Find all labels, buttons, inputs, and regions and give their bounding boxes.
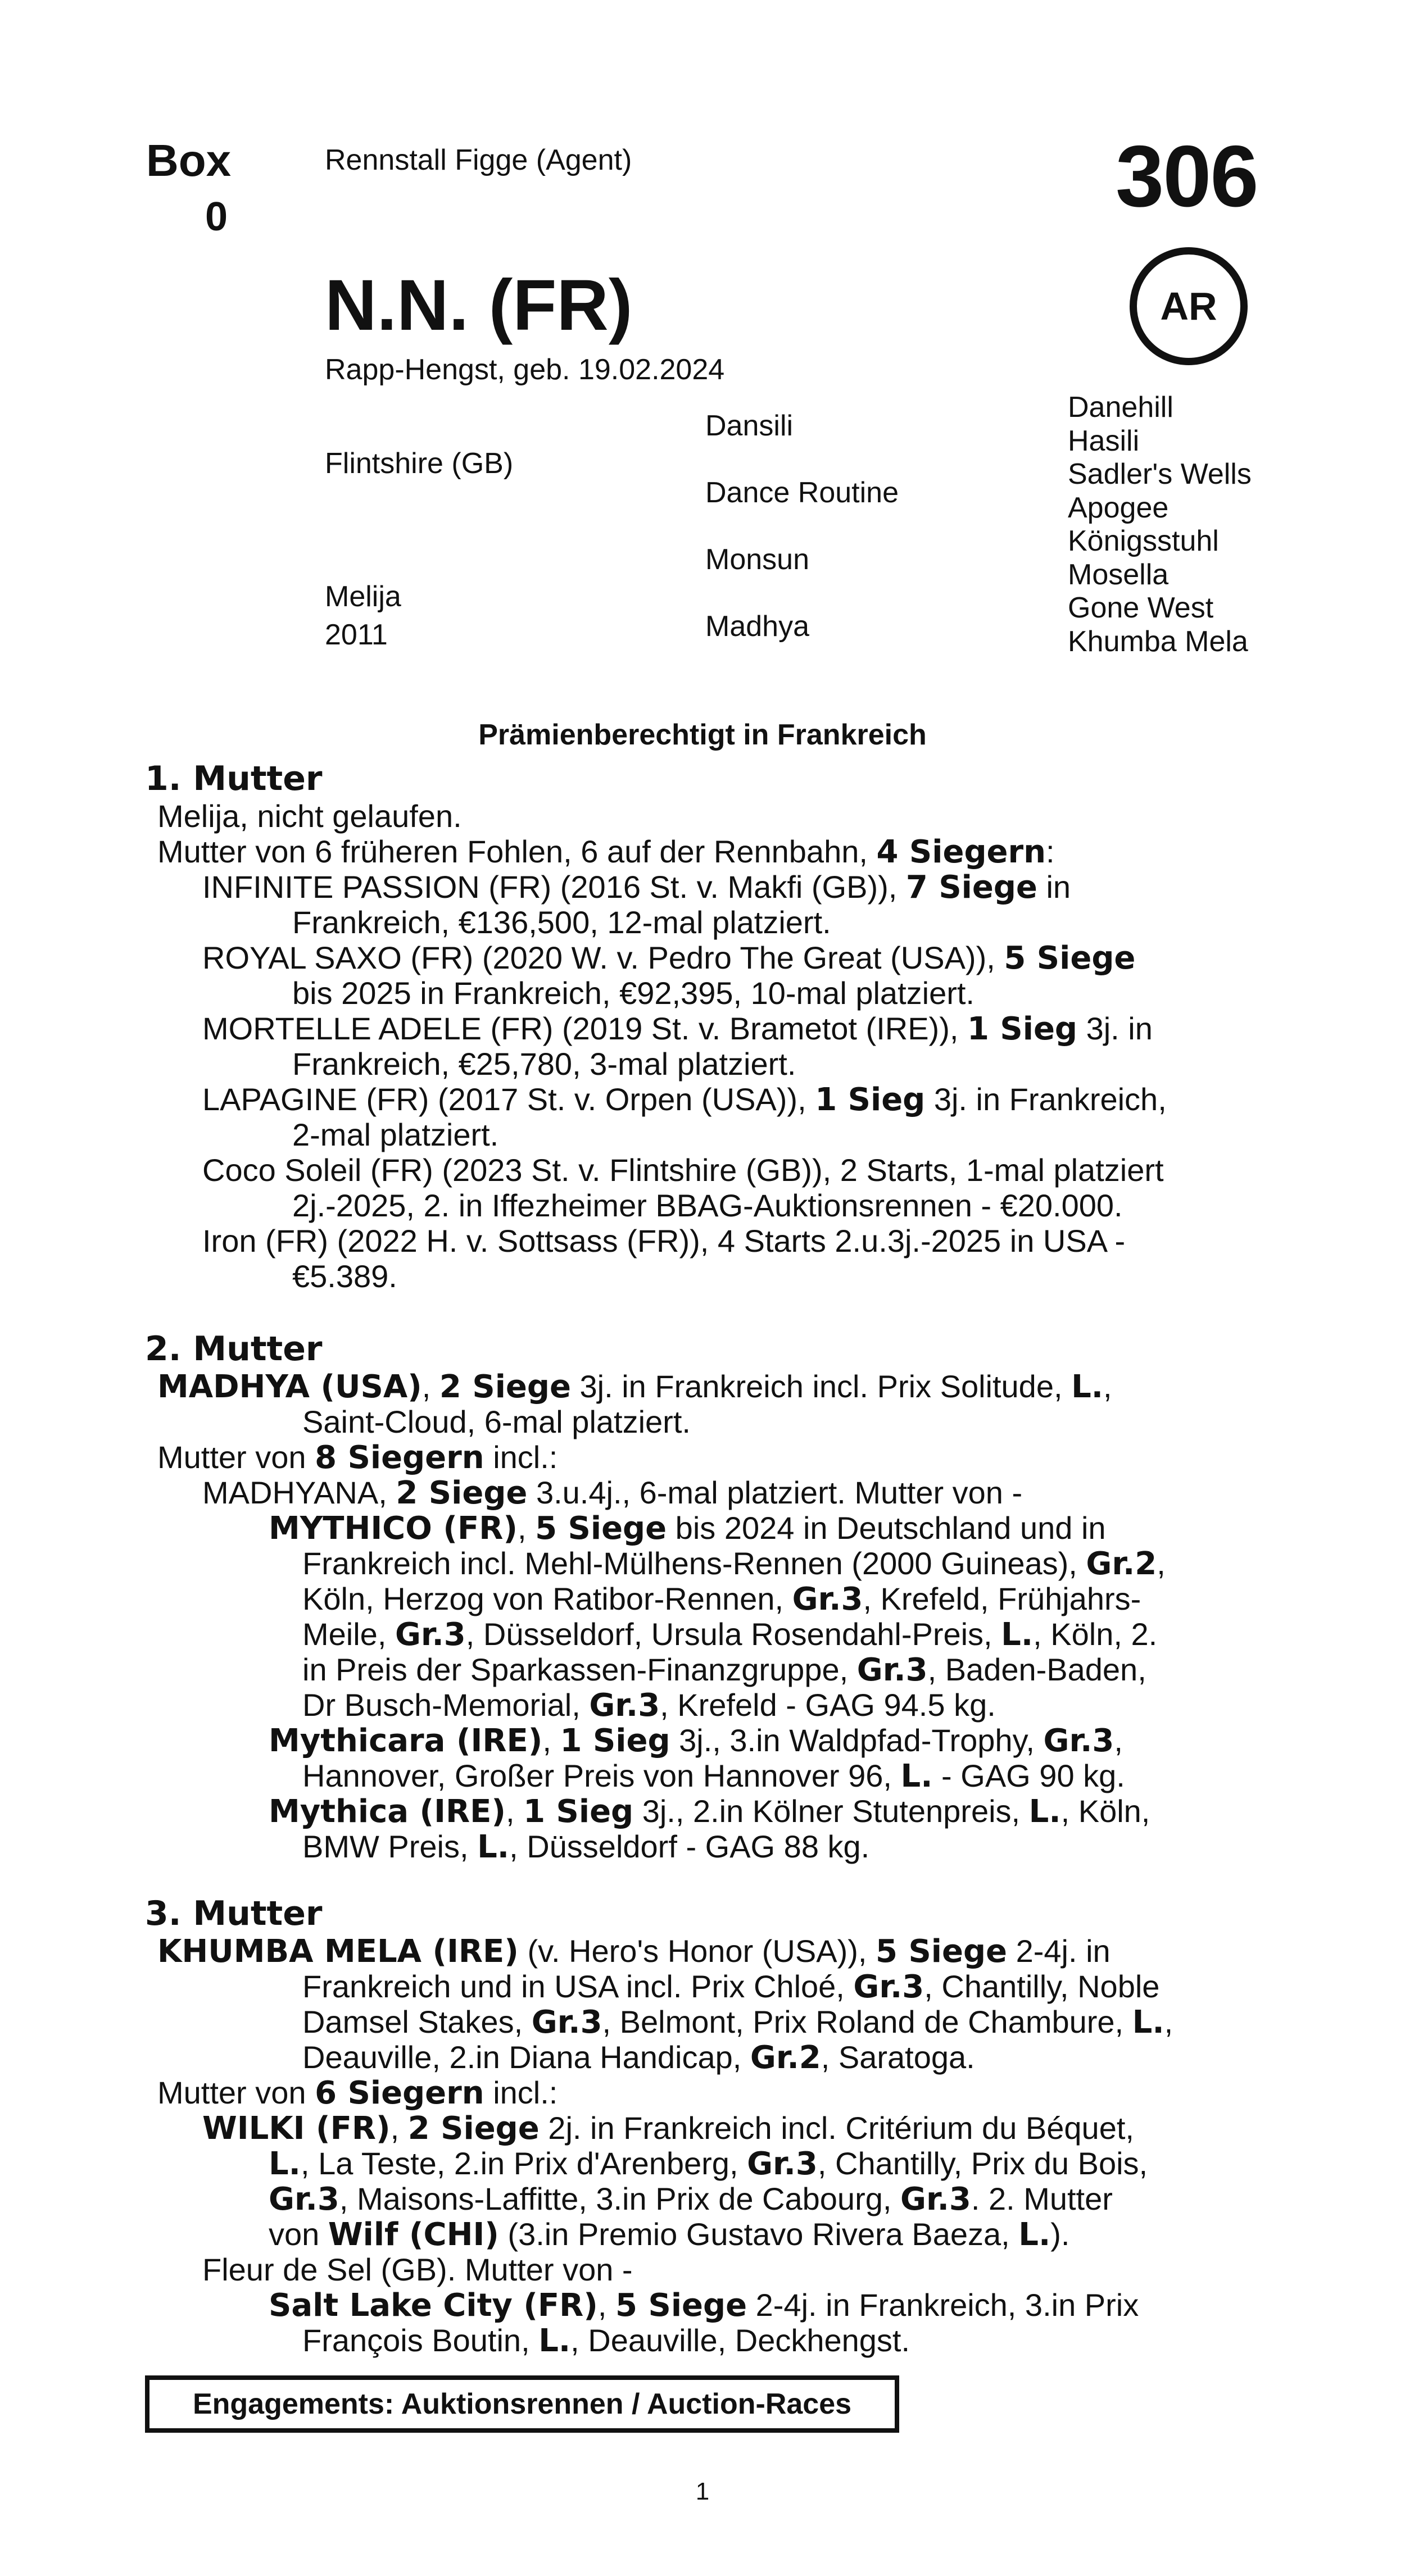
- record-text: ,: [422, 1369, 439, 1404]
- record-line: [302, 2039, 975, 2075]
- record-highlight: 1 Sieg: [560, 1723, 670, 1759]
- record-text: MADHYANA,: [202, 1475, 396, 1510]
- record-text: (3.in Premio Gustavo Rivera Baeza,: [498, 2216, 1019, 2252]
- record-text: Damsel Stakes,: [302, 2004, 532, 2039]
- record-line: [269, 2216, 1069, 2252]
- record-text: 3j. in Frankreich incl. Prix Solitude,: [570, 1369, 1072, 1404]
- record-line: [269, 2146, 1148, 2182]
- record-highlight: Gr.2: [750, 2039, 821, 2076]
- record-line: [202, 1475, 1022, 1511]
- page-number: 1: [695, 2478, 710, 2505]
- record-text: ,: [1164, 2004, 1173, 2039]
- record-line: [157, 798, 462, 834]
- record-text: , Belmont, Prix Roland de Chambure,: [602, 2004, 1132, 2039]
- record-text: 2j.-2025, 2. in Iffezheimer BBAG-Auktionsrennen - €20.000.: [292, 1188, 1123, 1223]
- record-text: Mutter von 6 früheren Fohlen, 6 auf der Rennbahn,: [157, 834, 877, 869]
- record-text: 3j. in Frankreich,: [925, 1082, 1167, 1117]
- record-text: , Chantilly, Noble: [924, 1969, 1160, 2004]
- engagements-box: [145, 2375, 899, 2433]
- record-text: Coco Soleil (FR) (2023 St. v. Flintshire (GB)), 2 Starts, 1-mal platziert: [202, 1152, 1164, 1188]
- record-text: Deauville, 2.in Diana Handicap,: [302, 2039, 750, 2075]
- record-highlight: Gr.3: [531, 2004, 602, 2041]
- record-line: [302, 1969, 1159, 2005]
- record-text: BMW Preis,: [302, 1829, 478, 1864]
- record-highlight: 1 Sieg: [815, 1082, 926, 1118]
- record-text: 2-4j. in: [1007, 1933, 1111, 1969]
- record-highlight: L.: [900, 1758, 933, 1794]
- record-highlight: WILKI (FR): [202, 2110, 391, 2147]
- pedigree-grandparent: Madhya: [705, 610, 809, 643]
- record-text: von: [269, 2216, 328, 2252]
- record-text: , Krefeld - GAG 94.5 kg.: [660, 1687, 996, 1723]
- pedigree-great-grandparent: Apogee: [1068, 492, 1169, 524]
- record-text: MORTELLE ADELE (FR) (2019 St. v. Brametot (IRE)),: [202, 1011, 967, 1046]
- record-text: Mutter von: [157, 1439, 315, 1475]
- pedigree-grandparent: Dance Routine: [705, 476, 899, 509]
- record-text: - GAG 90 kg.: [932, 1758, 1125, 1793]
- record-highlight: L.: [1071, 1369, 1104, 1405]
- record-line: [302, 1581, 1141, 1617]
- record-text: 3j., 3.in Waldpfad-Trophy,: [670, 1723, 1044, 1758]
- record-text: Frankreich und in USA incl. Prix Chloé,: [302, 1969, 854, 2004]
- record-text: , Deauville, Deckhengst.: [570, 2323, 910, 2358]
- section-title: 3. Mutter: [145, 1894, 323, 1933]
- record-highlight: Salt Lake City (FR): [269, 2287, 598, 2324]
- record-highlight: L.: [1132, 2004, 1164, 2041]
- record-text: Mutter von: [157, 2075, 315, 2110]
- record-text: :: [1046, 834, 1055, 869]
- record-line: [292, 1046, 796, 1082]
- record-line: [269, 2287, 1139, 2323]
- record-text: ,: [597, 2287, 616, 2323]
- record-text: ,: [1103, 1369, 1112, 1404]
- box-label: Box: [146, 135, 232, 185]
- record-highlight: Gr.3: [589, 1687, 660, 1724]
- record-highlight: 5 Siege: [1004, 940, 1136, 976]
- record-line: [157, 834, 1055, 870]
- record-text: Iron (FR) (2022 H. v. Sottsass (FR)), 4 Starts 2.u.3j.-2025 in USA -: [202, 1223, 1126, 1259]
- record-highlight: Wilf (CHI): [328, 2216, 499, 2253]
- record-text: François Boutin,: [302, 2323, 539, 2358]
- ar-badge: [1130, 247, 1248, 365]
- record-text: incl.:: [484, 1439, 558, 1475]
- record-line: [202, 1082, 1167, 1117]
- pedigree-dam-year: 2011: [325, 619, 388, 651]
- record-line: [292, 1259, 397, 1294]
- record-text: , La Teste, 2.in Prix d'Arenberg,: [300, 2146, 747, 2181]
- record-line: [302, 1404, 691, 1439]
- record-line: [302, 2323, 910, 2359]
- record-highlight: 4 Siegern: [876, 834, 1046, 870]
- record-highlight: Gr.3: [853, 1969, 924, 2005]
- record-highlight: Gr.3: [1043, 1723, 1114, 1759]
- record-text: incl.:: [484, 2075, 558, 2110]
- record-line: [157, 1933, 1111, 1969]
- record-highlight: 7 Siege: [905, 869, 1037, 906]
- record-line: [302, 1687, 996, 1723]
- record-line: [269, 1510, 1106, 1546]
- record-text: , Köln,: [1060, 1793, 1150, 1829]
- record-highlight: L.: [1001, 1616, 1034, 1653]
- record-highlight: Mythica (IRE): [269, 1793, 506, 1830]
- record-highlight: L.: [1018, 2216, 1051, 2253]
- record-text: , Düsseldorf - GAG 88 kg.: [509, 1829, 870, 1864]
- record-highlight: 2 Siege: [396, 1475, 528, 1511]
- record-text: 2j. in Frankreich incl. Critérium du Béquet,: [539, 2110, 1134, 2146]
- record-text: ROYAL SAXO (FR) (2020 W. v. Pedro The Great (USA)),: [202, 940, 1004, 975]
- record-line: [157, 2075, 558, 2111]
- record-text: ,: [517, 1510, 536, 1546]
- record-text: ,: [390, 2110, 408, 2146]
- record-line: [269, 1793, 1150, 1829]
- record-line: [202, 1223, 1125, 1259]
- record-text: 3j., 2.in Kölner Stutenpreis,: [633, 1793, 1029, 1829]
- record-line: [202, 1152, 1164, 1188]
- record-highlight: 8 Siegern: [315, 1439, 484, 1476]
- pedigree-great-grandparent: Hasili: [1068, 425, 1140, 457]
- record-text: 2-mal platziert.: [292, 1117, 499, 1152]
- record-highlight: L.: [538, 2323, 571, 2359]
- record-text: 3j. in: [1077, 1011, 1153, 1046]
- record-highlight: 5 Siege: [875, 1933, 1008, 1970]
- lot-number: 306: [1116, 128, 1258, 225]
- record-text: , Krefeld, Frühjahrs-: [863, 1581, 1141, 1616]
- record-line: [202, 940, 1135, 976]
- horse-description: Rapp-Hengst, geb. 19.02.2024: [325, 353, 725, 386]
- record-text: Saint-Cloud, 6-mal platziert.: [302, 1404, 691, 1439]
- pedigree-grandparent: Monsun: [705, 543, 809, 576]
- pedigree-great-grandparent: Gone West: [1068, 592, 1214, 624]
- record-line: [292, 905, 831, 940]
- record-line: [269, 1723, 1123, 1759]
- record-highlight: Gr.3: [900, 2181, 971, 2218]
- record-highlight: L.: [1028, 1793, 1061, 1830]
- record-highlight: L.: [269, 2146, 301, 2182]
- record-text: bis 2025 in Frankreich, €92,395, 10-mal platziert.: [292, 975, 975, 1011]
- record-line: [302, 1652, 1146, 1688]
- record-line: [302, 1829, 869, 1865]
- record-text: Frankreich incl. Mehl-Mülhens-Rennen (2000 Guineas),: [302, 1546, 1086, 1581]
- record-highlight: 1 Sieg: [967, 1011, 1078, 1047]
- record-text: ).: [1050, 2216, 1070, 2252]
- ar-badge-label: AR: [1160, 284, 1217, 328]
- record-line: [292, 1188, 1123, 1223]
- section-title: 1. Mutter: [145, 759, 323, 798]
- record-text: Meile,: [302, 1616, 395, 1652]
- record-text: ,: [542, 1723, 560, 1758]
- record-highlight: Mythicara (IRE): [269, 1723, 543, 1759]
- record-line: [302, 1616, 1157, 1652]
- record-text: , Chantilly, Prix du Bois,: [817, 2146, 1148, 2181]
- engagements-label: Engagements: Auktionsrennen / Auction-Races: [192, 2388, 852, 2420]
- record-line: [302, 2004, 1173, 2040]
- record-highlight: Gr.3: [269, 2181, 339, 2218]
- pedigree-great-grandparent: Khumba Mela: [1068, 625, 1248, 658]
- record-text: , Saratoga.: [821, 2039, 975, 2075]
- record-line: [302, 1758, 1125, 1794]
- pedigree-grandparent: Dansili: [705, 410, 794, 442]
- record-line: [302, 1546, 1166, 1582]
- record-text: Hannover, Großer Preis von Hannover 96,: [302, 1758, 901, 1793]
- record-text: in: [1037, 869, 1071, 905]
- record-line: [202, 2110, 1134, 2146]
- box-number: 0: [205, 194, 228, 239]
- record-highlight: MYTHICO (FR): [269, 1510, 518, 1547]
- record-line: [202, 2252, 633, 2287]
- record-text: Frankreich, €136,500, 12-mal platziert.: [292, 905, 831, 940]
- record-text: , Baden-Baden,: [927, 1652, 1146, 1687]
- record-text: , Köln, 2.: [1033, 1616, 1158, 1652]
- record-line: [292, 1117, 498, 1152]
- bonus-note: Prämienberechtigt in Frankreich: [478, 719, 927, 751]
- record-line: [269, 2181, 1113, 2217]
- record-text: Köln, Herzog von Ratibor-Rennen,: [302, 1581, 792, 1616]
- record-text: ,: [1157, 1546, 1166, 1581]
- record-highlight: 2 Siege: [407, 2110, 540, 2147]
- record-highlight: KHUMBA MELA (IRE): [157, 1933, 519, 1970]
- pedigree-great-grandparent: Danehill: [1068, 391, 1173, 424]
- pedigree-great-grandparent: Königsstuhl: [1068, 525, 1219, 557]
- pedigree-dam: Melija: [325, 580, 401, 613]
- record-highlight: 5 Siege: [535, 1510, 667, 1547]
- record-text: , Maisons-Laffitte, 3.in Prix de Cabourg,: [339, 2181, 900, 2216]
- record-text: bis 2024 in Deutschland und in: [667, 1510, 1106, 1546]
- record-text: INFINITE PASSION (FR) (2016 St. v. Makfi (GB)),: [202, 869, 906, 905]
- record-highlight: Gr.3: [395, 1616, 466, 1653]
- record-line: [202, 1011, 1153, 1047]
- record-line: [157, 1369, 1112, 1405]
- record-highlight: 6 Siegern: [315, 2075, 484, 2111]
- record-highlight: 1 Sieg: [523, 1793, 634, 1830]
- record-text: (v. Hero's Honor (USA)),: [518, 1933, 876, 1969]
- record-text: LAPAGINE (FR) (2017 St. v. Orpen (USA)),: [202, 1082, 815, 1117]
- record-text: Dr Busch-Memorial,: [302, 1687, 590, 1723]
- record-highlight: L.: [477, 1829, 510, 1865]
- record-text: 3.u.4j., 6-mal platziert. Mutter von -: [527, 1475, 1023, 1510]
- record-highlight: Gr.3: [747, 2146, 818, 2182]
- record-text: €5.389.: [292, 1259, 397, 1294]
- record-line: [292, 975, 975, 1011]
- record-line: [202, 869, 1071, 905]
- record-text: ,: [505, 1793, 524, 1829]
- horse-name: N.N. (FR): [325, 265, 633, 346]
- record-text: ,: [1114, 1723, 1123, 1758]
- pedigree-great-grandparent: Sadler's Wells: [1068, 458, 1252, 490]
- record-text: , Düsseldorf, Ursula Rosendahl-Preis,: [465, 1616, 1001, 1652]
- record-text: Frankreich, €25,780, 3-mal platziert.: [292, 1046, 796, 1082]
- section-title: 2. Mutter: [145, 1329, 323, 1369]
- record-highlight: Gr.3: [792, 1581, 863, 1618]
- record-text: Melija, nicht gelaufen.: [157, 798, 462, 834]
- pedigree-sire: Flintshire (GB): [325, 447, 514, 480]
- record-highlight: MADHYA (USA): [157, 1369, 422, 1405]
- record-line: [157, 1439, 558, 1475]
- pedigree-great-grandparent: Mosella: [1068, 558, 1169, 591]
- record-highlight: Gr.2: [1086, 1546, 1157, 1582]
- record-text: 2-4j. in Frankreich, 3.in Prix: [747, 2287, 1139, 2323]
- record-highlight: 5 Siege: [615, 2287, 747, 2324]
- record-text: in Preis der Sparkassen-Finanzgruppe,: [302, 1652, 857, 1687]
- record-text: Fleur de Sel (GB). Mutter von -: [202, 2252, 633, 2287]
- record-highlight: 2 Siege: [439, 1369, 571, 1405]
- record-text: . 2. Mutter: [971, 2181, 1113, 2216]
- owner: Rennstall Figge (Agent): [325, 144, 632, 176]
- record-highlight: Gr.3: [856, 1652, 928, 1688]
